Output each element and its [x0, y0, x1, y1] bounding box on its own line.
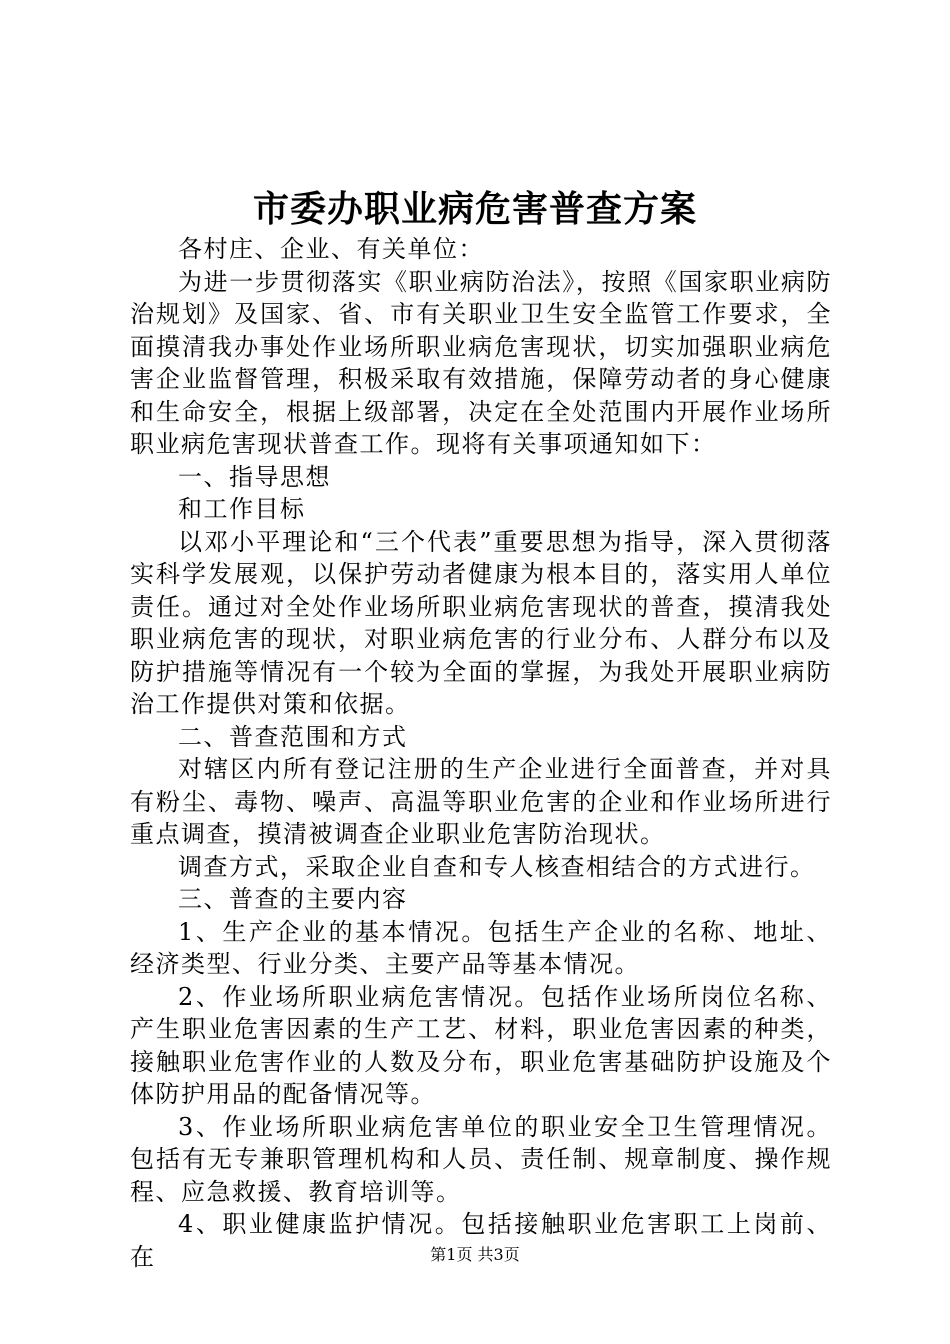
paragraph-salutation: 各村庄、企业、有关单位：	[178, 235, 484, 263]
page-number-footer: 第1页 共3页	[430, 1245, 520, 1264]
list-item-4: 4、职业健康监护情况。包括接触职业危害职工上岗前、在	[130, 1210, 832, 1271]
list-item-1: 1、生产企业的基本情况。包括生产企业的名称、地址、经济类型、行业分类、主要产品等基本情况。	[130, 917, 832, 978]
section-heading-1-cont: 和工作目标	[178, 495, 306, 523]
section-heading-2: 二、普查范围和方式	[178, 722, 408, 751]
paragraph-scope: 对辖区内所有登记注册的生产企业进行全面普查，并对具有粉尘、毒物、噪声、高温等职业危害的企业和作业场所进行重点调查，摸清被调查企业职业危害防治现状。	[130, 755, 832, 848]
document-body	[130, 233, 832, 1273]
document-title: 市委办职业病危害普查方案	[252, 188, 697, 230]
paragraph-guiding-thought: 以邓小平理论和“三个代表”重要思想为指导，深入贯彻落实科学发展观，以保护劳动者健康为根本目的，落实用人单位责任。通过对全处作业场所职业病危害现状的普查，摸清我处职业病危害的现状，对职业病危害的行业分布、人群分布以及防护措施等情况有一个较为全面的掌握，为我处开展职业病防治工作提供对策和依据。	[130, 527, 832, 718]
list-item-3: 3、作业场所职业病危害单位的职业安全卫生管理情况。包括有无专兼职管理机构和人员、责任制、规章制度、操作规程、应急救援、教育培训等。	[130, 1112, 832, 1206]
paragraph-intro: 为进一步贯彻落实《职业病防治法》，按照《国家职业病防治规划》及国家、省、市有关职业卫生安全监管工作要求，全面摸清我办事处作业场所职业病危害现状，切实加强职业病危害企业监督管理，积极采取有效措施，保障劳动者的身心健康和生命安全，根据上级部署，决定在全处范围内开展作业场所职业病危害现状普查工作。现将有关事项通知如下：	[130, 267, 832, 458]
section-heading-3: 三、普查的主要内容	[178, 885, 408, 913]
paragraph-method: 调查方式，采取企业自查和专人核查相结合的方式进行。	[178, 852, 816, 881]
list-item-2: 2、作业场所职业病危害情况。包括作业场所岗位名称、产生职业危害因素的生产工艺、材料，职业危害因素的种类，接触职业危害作业的人数及分布，职业危害基础防护设施及个体防护用品的配备情况等。	[130, 982, 832, 1108]
section-heading-1: 一、指导思想	[178, 462, 331, 491]
